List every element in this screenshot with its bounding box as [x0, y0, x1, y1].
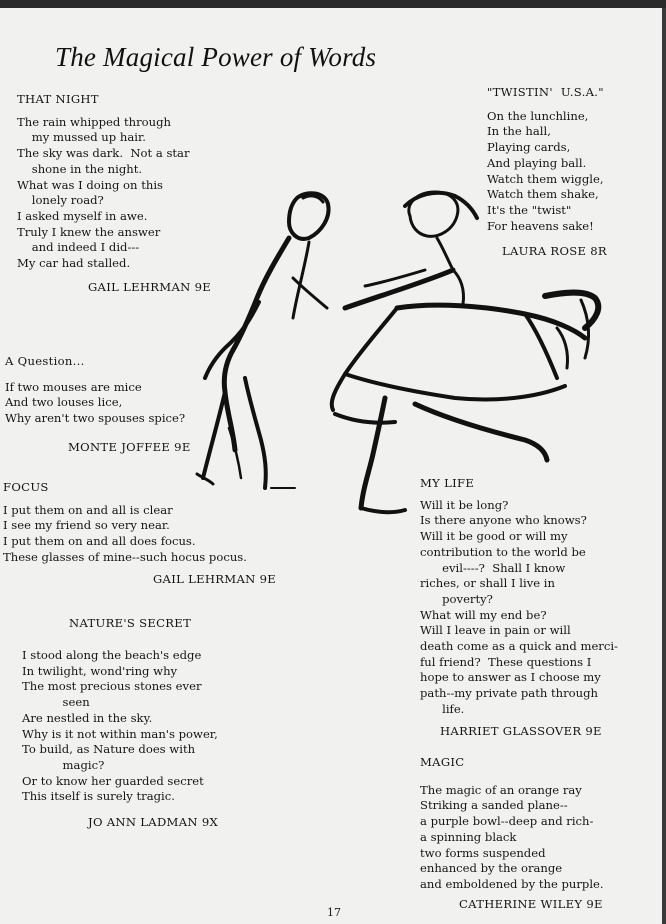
poem-line: Striking a sanded plane-- [420, 798, 568, 813]
poem-line: These glasses of mine--such hocus pocus. [3, 549, 247, 564]
poem-line: Truly I knew the answer [17, 224, 161, 239]
poem-heading: A Question... [5, 354, 85, 368]
poem-line: and emboldened by the purple. [420, 876, 604, 891]
poem-line: contribution to the world be [420, 544, 586, 559]
poem-heading: NATURE'S SECRET [69, 616, 192, 630]
poem-line: The most precious stones ever [22, 679, 202, 694]
poem-line: death come as a quick and merci- [420, 639, 618, 654]
poem-heading: MAGIC [420, 755, 465, 769]
poem-line: Watch them wiggle, [487, 171, 604, 186]
poem-line: Will I leave in pain or will [420, 623, 571, 638]
poem-author: MONTE JOFFEE 9E [68, 440, 191, 454]
poem-line: poverty? [420, 591, 493, 606]
poem-line: life. [420, 701, 465, 716]
poem-line: ful friend? These questions I [420, 654, 592, 669]
poem-line: Or to know her guarded secret [22, 773, 204, 788]
poem-author: HARRIET GLASSOVER 9E [440, 724, 602, 738]
poem-line: Why is it not within man's power, [22, 726, 218, 741]
poem-line: This itself is surely tragic. [22, 789, 175, 804]
poem-line: and indeed I did--- [17, 240, 140, 255]
poem-line: shone in the night. [17, 161, 143, 176]
poem-line: On the lunchline, [487, 108, 589, 123]
poem-line: my mussed up hair. [17, 130, 146, 145]
poem-line: My car had stalled. [17, 256, 131, 271]
poem-author: JO ANN LADMAN 9X [88, 815, 219, 829]
page-edge-shadow [662, 8, 666, 924]
poem-line: a purple bowl--deep and rich- [420, 814, 594, 829]
poem-line: The sky was dark. Not a star [17, 146, 190, 161]
poem-magic [420, 755, 604, 893]
poem-line: And two louses lice, [5, 395, 123, 410]
poem-author: CATHERINE WILEY 9E [459, 897, 603, 911]
poem-line: What will my end be? [420, 607, 547, 622]
poem-heading: "TWISTIN' U.S.A." [487, 85, 604, 99]
poem-line: The rain whipped through [17, 114, 171, 129]
poem-line: I see my friend so very near. [3, 518, 170, 533]
poem-line: I put them on and all does focus. [3, 534, 196, 549]
poem-line: In the hall, [487, 124, 551, 139]
poem-line: lonely road? [17, 193, 104, 208]
poem-line: Will it be long? [420, 497, 509, 512]
poem-line: path--my private path through [420, 686, 599, 701]
page-title: The Magical Power of Words [55, 42, 377, 72]
poem-line: I stood along the beach's edge [22, 648, 202, 662]
poem-line: And playing ball. [487, 155, 587, 170]
poem-line: I asked myself in awe. [17, 208, 148, 223]
poem-line: magic? [22, 757, 105, 772]
dancers-illustration [185, 178, 605, 538]
poem-natures-secret-heading-wrap [69, 616, 191, 632]
poem-author: LAURA ROSE 8R [502, 244, 607, 258]
poem-author: GAIL LEHRMAN 9E [88, 280, 212, 294]
poem-line: If two mouses are mice [5, 379, 142, 394]
page-number: 17 [327, 906, 341, 919]
poem-line: hope to answer as I choose my [420, 670, 601, 685]
poem-that-night [17, 92, 190, 272]
poem-heading: FOCUS [3, 480, 49, 494]
poem-author: GAIL LEHRMAN 9E [153, 572, 277, 586]
poem-line: It's the "twist" [487, 202, 572, 217]
poem-a-question [5, 354, 185, 427]
poem-line: riches, or shall I live in [420, 576, 555, 591]
poem-line: a spinning black [420, 829, 517, 844]
poem-line: Is there anyone who knows? [420, 513, 587, 528]
poem-line: two forms suspended [420, 845, 546, 860]
poem-heading: THAT NIGHT [17, 92, 99, 106]
poem-line: enhanced by the orange [420, 861, 563, 876]
poem-line: What was I doing on this [17, 177, 163, 192]
poem-line: Will it be good or will my [420, 529, 568, 544]
poem-line: The magic of an orange ray [420, 782, 582, 797]
poem-line: Are nestled in the sky. [22, 710, 153, 725]
poem-natures-secret [22, 648, 218, 805]
magazine-page [0, 8, 662, 924]
poem-line: evil----? Shall I know [420, 560, 566, 575]
poem-line: In twilight, wond'ring why [22, 663, 178, 678]
poem-line: I put them on and all is clear [3, 502, 173, 517]
poem-line: To build, as Nature does with [22, 742, 196, 757]
poem-line: Why aren't two spouses spice? [5, 411, 186, 426]
poem-line: Watch them shake, [487, 187, 599, 202]
poem-line: Playing cards, [487, 140, 571, 155]
poem-heading: MY LIFE [420, 476, 475, 490]
poem-line: seen [22, 695, 90, 710]
poem-line: For heavens sake! [487, 218, 594, 233]
